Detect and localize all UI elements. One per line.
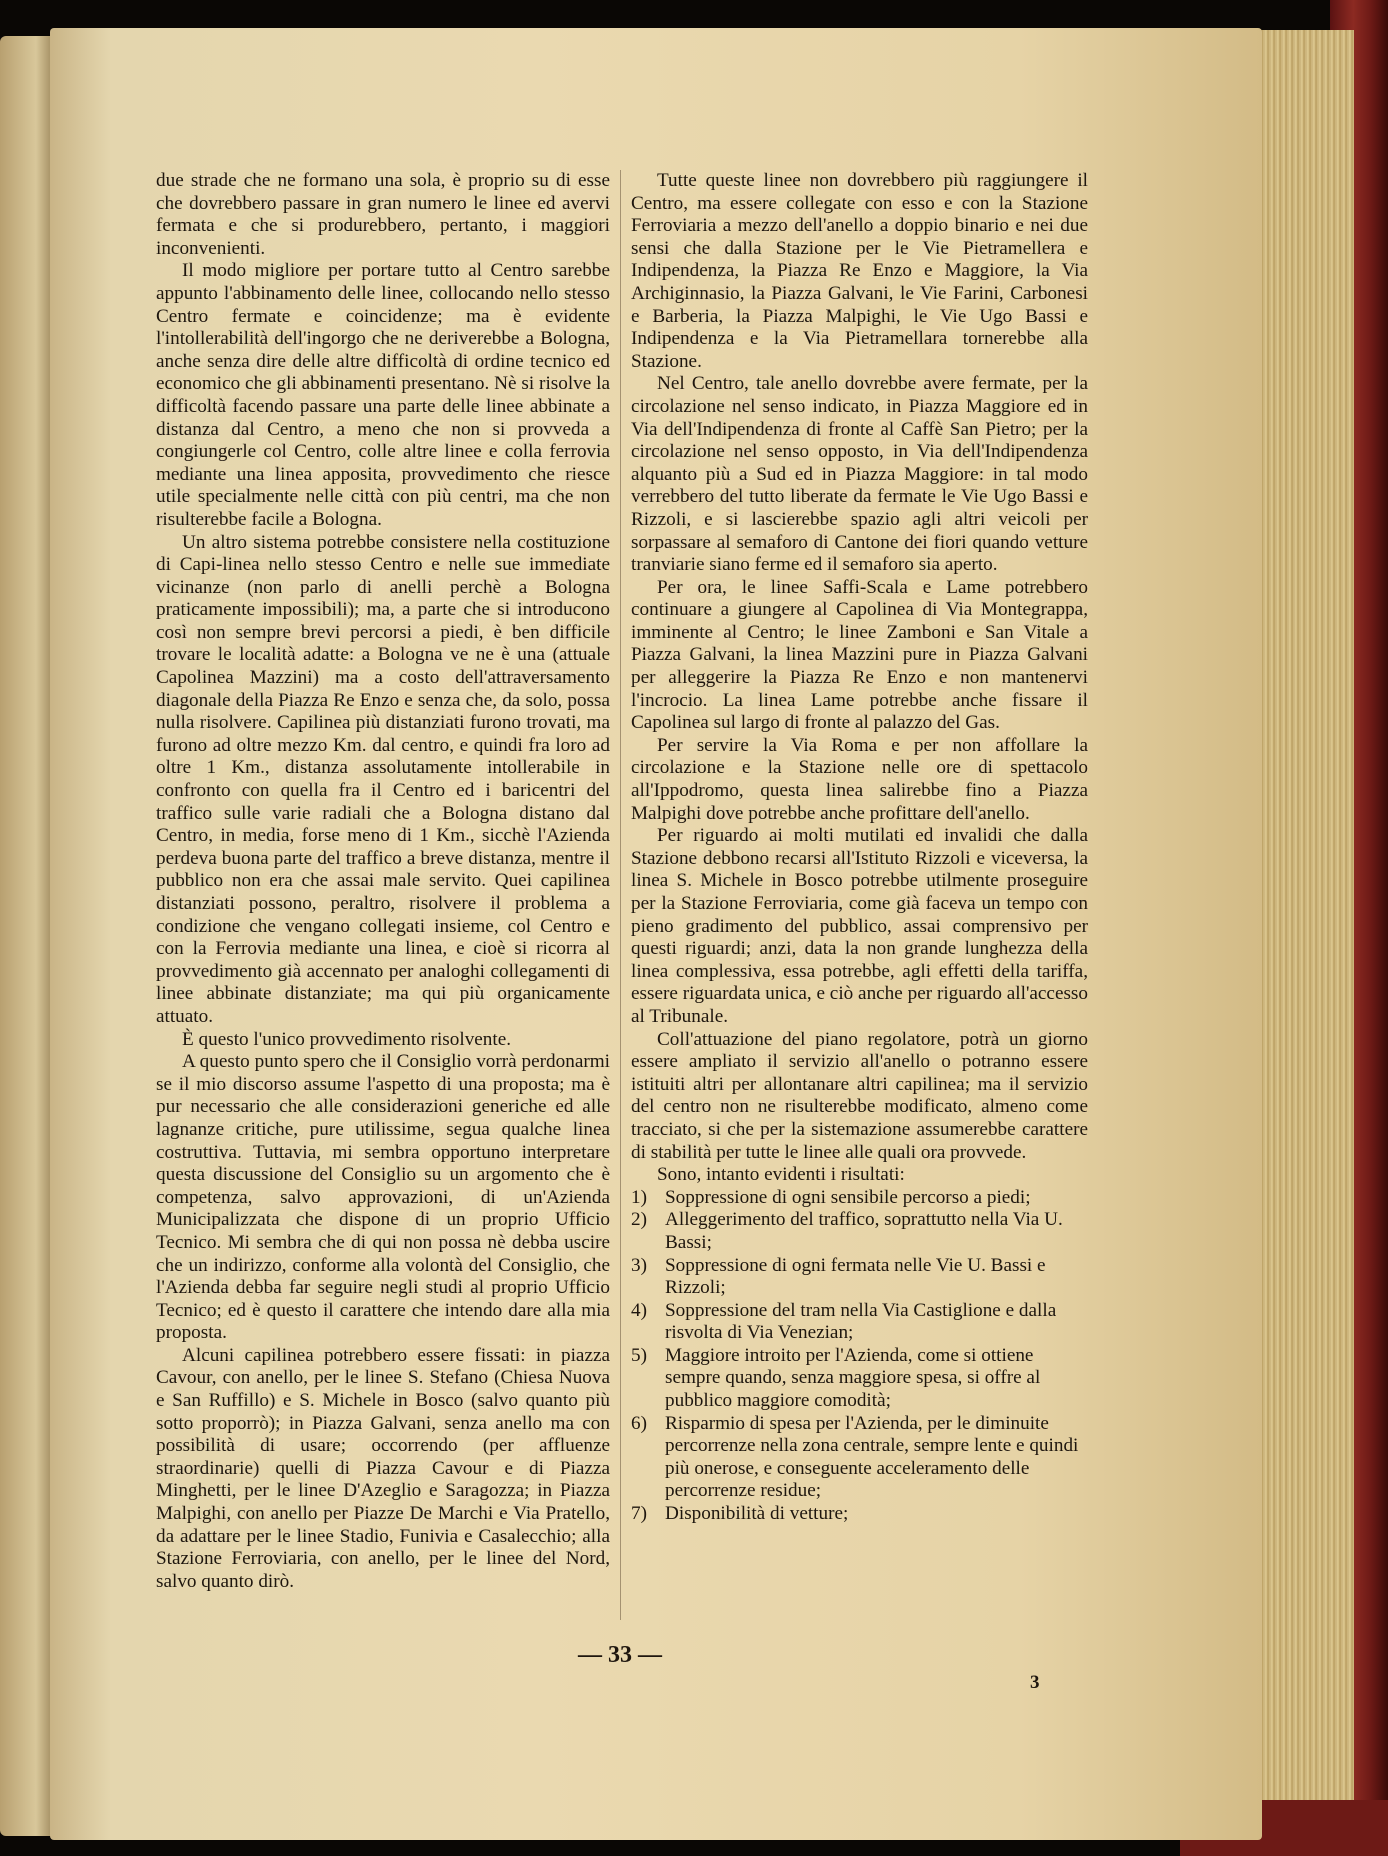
left-column: [156, 170, 610, 1593]
list-item-text: Soppressione del tram nella Via Castiglione e dalla risvolta di Via Venezian;: [665, 1299, 1057, 1344]
list-item-text: Soppressione di ogni fermata nelle Vie U. Bassi e Rizzoli;: [665, 1254, 1046, 1299]
paragraph: È questo l'unico provvedimento risolvente.: [182, 1028, 512, 1050]
results-list: [631, 1187, 1088, 1526]
list-item-text: Alleggerimento del traffico, soprattutto nella Via U. Bassi;: [665, 1209, 1063, 1253]
list-item-number: 3): [631, 1254, 647, 1276]
paragraph: Alcuni capilinea potrebbero essere fissati: in piazza Cavour, con anello, per le linee S. Stefano (Chiesa Nuova e San Ruffillo) e S. Michele in Bosco (salvo quanto più sotto proporrò); in Piazza Galvani, senza anello ma con possibilità di usare; occorrendo (per affluenze straordinarie) quelli di Piazza Cavour e di Piazza Minghetti, per le linee D'Azeglio e Saragozza; in Piazza Malpighi, con anello per Piazze De Marchi e Via Pratello, da adattare per le linee Stadio, Funivia e Casalecchio; alla Stazione Ferroviaria, con anello, per le linee del Nord, salvo quanto dirò.: [156, 1344, 610, 1592]
list-item-number: 6): [631, 1412, 647, 1434]
list-item-number: 7): [631, 1503, 647, 1525]
paragraph: Il modo migliore per portare tutto al Centro sarebbe appunto l'abbinamento delle linee, collocando nello stesso Centro fermate e coincidenze; ma è evidente l'intollerabilità dell'ingorgo che ne deriverebbe a Bologna, anche senza dire delle altre difficoltà di ordine tecnico ed economico che gli abbinamenti presentano. Nè si risolve la difficoltà facendo passare una parte delle linee abbinate a distanza dal Centro, a meno che non si provveda a congiungerle col Centro, colle altre linee e colla ferrovia mediante una linea apposita, provvedimento che riesce utile specialmente nelle città con più centri, ma che non risulterebbe facile a Bologna.: [156, 260, 610, 530]
list-item-number: 5): [631, 1344, 647, 1366]
paragraph: Sono, intanto evidenti i risultati:: [657, 1164, 905, 1186]
paragraph: Per servire la Via Roma e per non affollare la circolazione e la Stazione nelle ore di spettacolo all'Ippodromo, questa linea salirebbe fino a Piazza Malpighi dove potrebbe anche profittare dell'anello.: [631, 734, 1088, 824]
list-item: [631, 1300, 1088, 1345]
list-item: [631, 1503, 1088, 1526]
paragraph: Nel Centro, tale anello dovrebbe avere fermate, per la circolazione nel senso indicato, in Piazza Maggiore ed in Via dell'Indipendenza di fronte al Caffè San Pietro; per la circolazione nel senso opposto, in Via dell'Indipendenza alquanto più a Sud ed in Piazza Maggiore: in tal modo verrebbero del tutto liberate da fermate le Vie Ugo Bassi e Rizzoli, e si lascierebbe spazio agli altri veicoli per sorpassare al semaforo di Cantone dei fiori quando vetture tranviarie siano ferme ed il semaforo sia aperto.: [631, 373, 1088, 576]
list-item-text: Risparmio di spesa per l'Azienda, per le diminuite percorrenze nella zona centrale, sempre lente e quindi più onerose, e conseguente acceleramento delle percorrenze residue;: [665, 1412, 1079, 1502]
signature-mark: 3: [1030, 1672, 1040, 1693]
list-item-text: Maggiore introito per l'Azienda, come si ottiene sempre quando, senza maggiore spesa, si offre al pubblico maggiore comodità;: [665, 1344, 1041, 1412]
paragraph: Tutte queste linee non dovrebbero più raggiungere il Centro, ma essere collegate con esso e con la Stazione Ferroviaria a mezzo dell'anello a doppio binario e nei due sensi che dalla Stazione per le Vie Pietramellera e Indipendenza, la Piazza Re Enzo e Maggiore, la Via Archiginnasio, la Piazza Galvani, le Vie Farini, Carbonesi e Barberia, la Piazza Malpighi, le Vie Ugo Bassi e Indipendenza e la Via Pietramellara tornerebbe alla Stazione.: [631, 170, 1088, 372]
paragraph: A questo punto spero che il Consiglio vorrà perdonarmi se il mio discorso assume l'aspetto di una proposta; ma è pur necessario che alle considerazioni generiche ed alle lagnanze critiche, pure utilissime, segua qualche linea costruttiva. Tuttavia, mi sembra opportuno interpretare questa discussione del Consiglio su un argomento che è competenza, salvo approvazioni, di un'Azienda Municipalizzata che dispone di un proprio Ufficio Tecnico. Mi sembra che di qui non possa nè debba uscire che un indirizzo, conforme alla volontà del Consiglio, che l'Azienda debba far seguire negli studi al proprio Ufficio Tecnico; ed è questo il carattere che intendo dare alla mia proposta.: [156, 1051, 610, 1344]
paragraph: Per ora, le linee Saffi-Scala e Lame potrebbero continuare a giungere al Capolinea di Via Montegrappa, imminente al Centro; le linee Zamboni e San Vitale a Piazza Galvani, la linea Mazzini pure in Piazza Galvani per alleggerire la Piazza Re Enzo e non mantenervi l'incrocio. La linea Lame potrebbe anche fissare il Capolinea sul largo di fronte al palazzo del Gas.: [631, 576, 1088, 734]
paragraph: Un altro sistema potrebbe consistere nella costituzione di Capi-linea nello stesso Centro e nelle sue immediate vicinanze (non parlo di anelli perchè a Bologna praticamente impossibili); ma, a parte che si introducono così non sempre brevi percorsi a piedi, è ben difficile trovare le località adatte: a Bologna ve ne è una (attuale Capolinea Mazzini) ma a costo dell'attraversamento diagonale della Piazza Re Enzo e senza che, da solo, possa nulla risolvere. Capilinea più distanziati furono trovati, ma furono ad oltre mezzo Km. dal centro, e quindi fra loro ad oltre 1 Km., distanza assolutamente intollerabile in confronto con quella fra il Centro ed i baricentri del traffico sulle varie radiali che a Bologna distano dal Centro, in media, forse meno di 1 Km., sicchè l'Azienda perdeva buona parte del traffico a breve distanza, mentre il pubblico non era che assai male servito. Quei capilinea distanziati possono, peraltro, risolvere il problema a condizione che vengano collegati insieme, col Centro e con la Ferrovia mediante una linea, e cioè si ricorra al provvedimento già accennato per analoghi collegamenti di linee abbinate distanziate; ma qui più organicamente attuato.: [156, 531, 610, 1027]
paragraph: due strade che ne formano una sola, è proprio su di esse che dovrebbero passare in gran numero le linee ed avervi fermata e che si produrebbero, pertanto, i maggiori inconvenienti.: [156, 170, 610, 259]
list-item-number: 1): [631, 1186, 647, 1208]
list-item: [631, 1413, 1088, 1503]
list-item-text: Disponibilità di vetture;: [665, 1503, 849, 1525]
paragraph: Per riguardo ai molti mutilati ed invalidi che dalla Stazione debbono recarsi all'Istituto Rizzoli e viceversa, la linea S. Michele in Bosco potrebbe utilmente proseguire per la Stazione Ferroviaria, come già faceva un tempo con pieno gradimento del pubblico, assai comprensivo per questi riguardi; anzi, data la non grande lunghezza della linea complessiva, essa potrebbe, agli effetti della tariffa, essere riguardata unica, e ciò anche per riguardo all'accesso al Tribunale.: [631, 825, 1088, 1027]
right-column: [631, 170, 1088, 1526]
list-item-text: Soppressione di ogni sensibile percorso a piedi;: [665, 1186, 1031, 1208]
list-item: [631, 1209, 1088, 1254]
list-item: [631, 1187, 1088, 1210]
page-number: — 33 —: [578, 1642, 662, 1668]
paragraph: Coll'attuazione del piano regolatore, potrà un giorno essere ampliato il servizio all'anello o potranno essere istituiti altri per allontanare altri capilinea; ma il servizio del centro non ne risulterebbe modificato, almeno come tracciato, si che per la sistemazione assumerebbe carattere di stabilità per tutte le linee alle quali ora provvede.: [631, 1028, 1088, 1163]
list-item: [631, 1345, 1088, 1413]
list-item: [631, 1255, 1088, 1300]
list-item-number: 4): [631, 1299, 647, 1321]
list-item-number: 2): [631, 1209, 647, 1231]
page-edges: [1258, 30, 1354, 1830]
column-divider: [620, 170, 621, 1620]
